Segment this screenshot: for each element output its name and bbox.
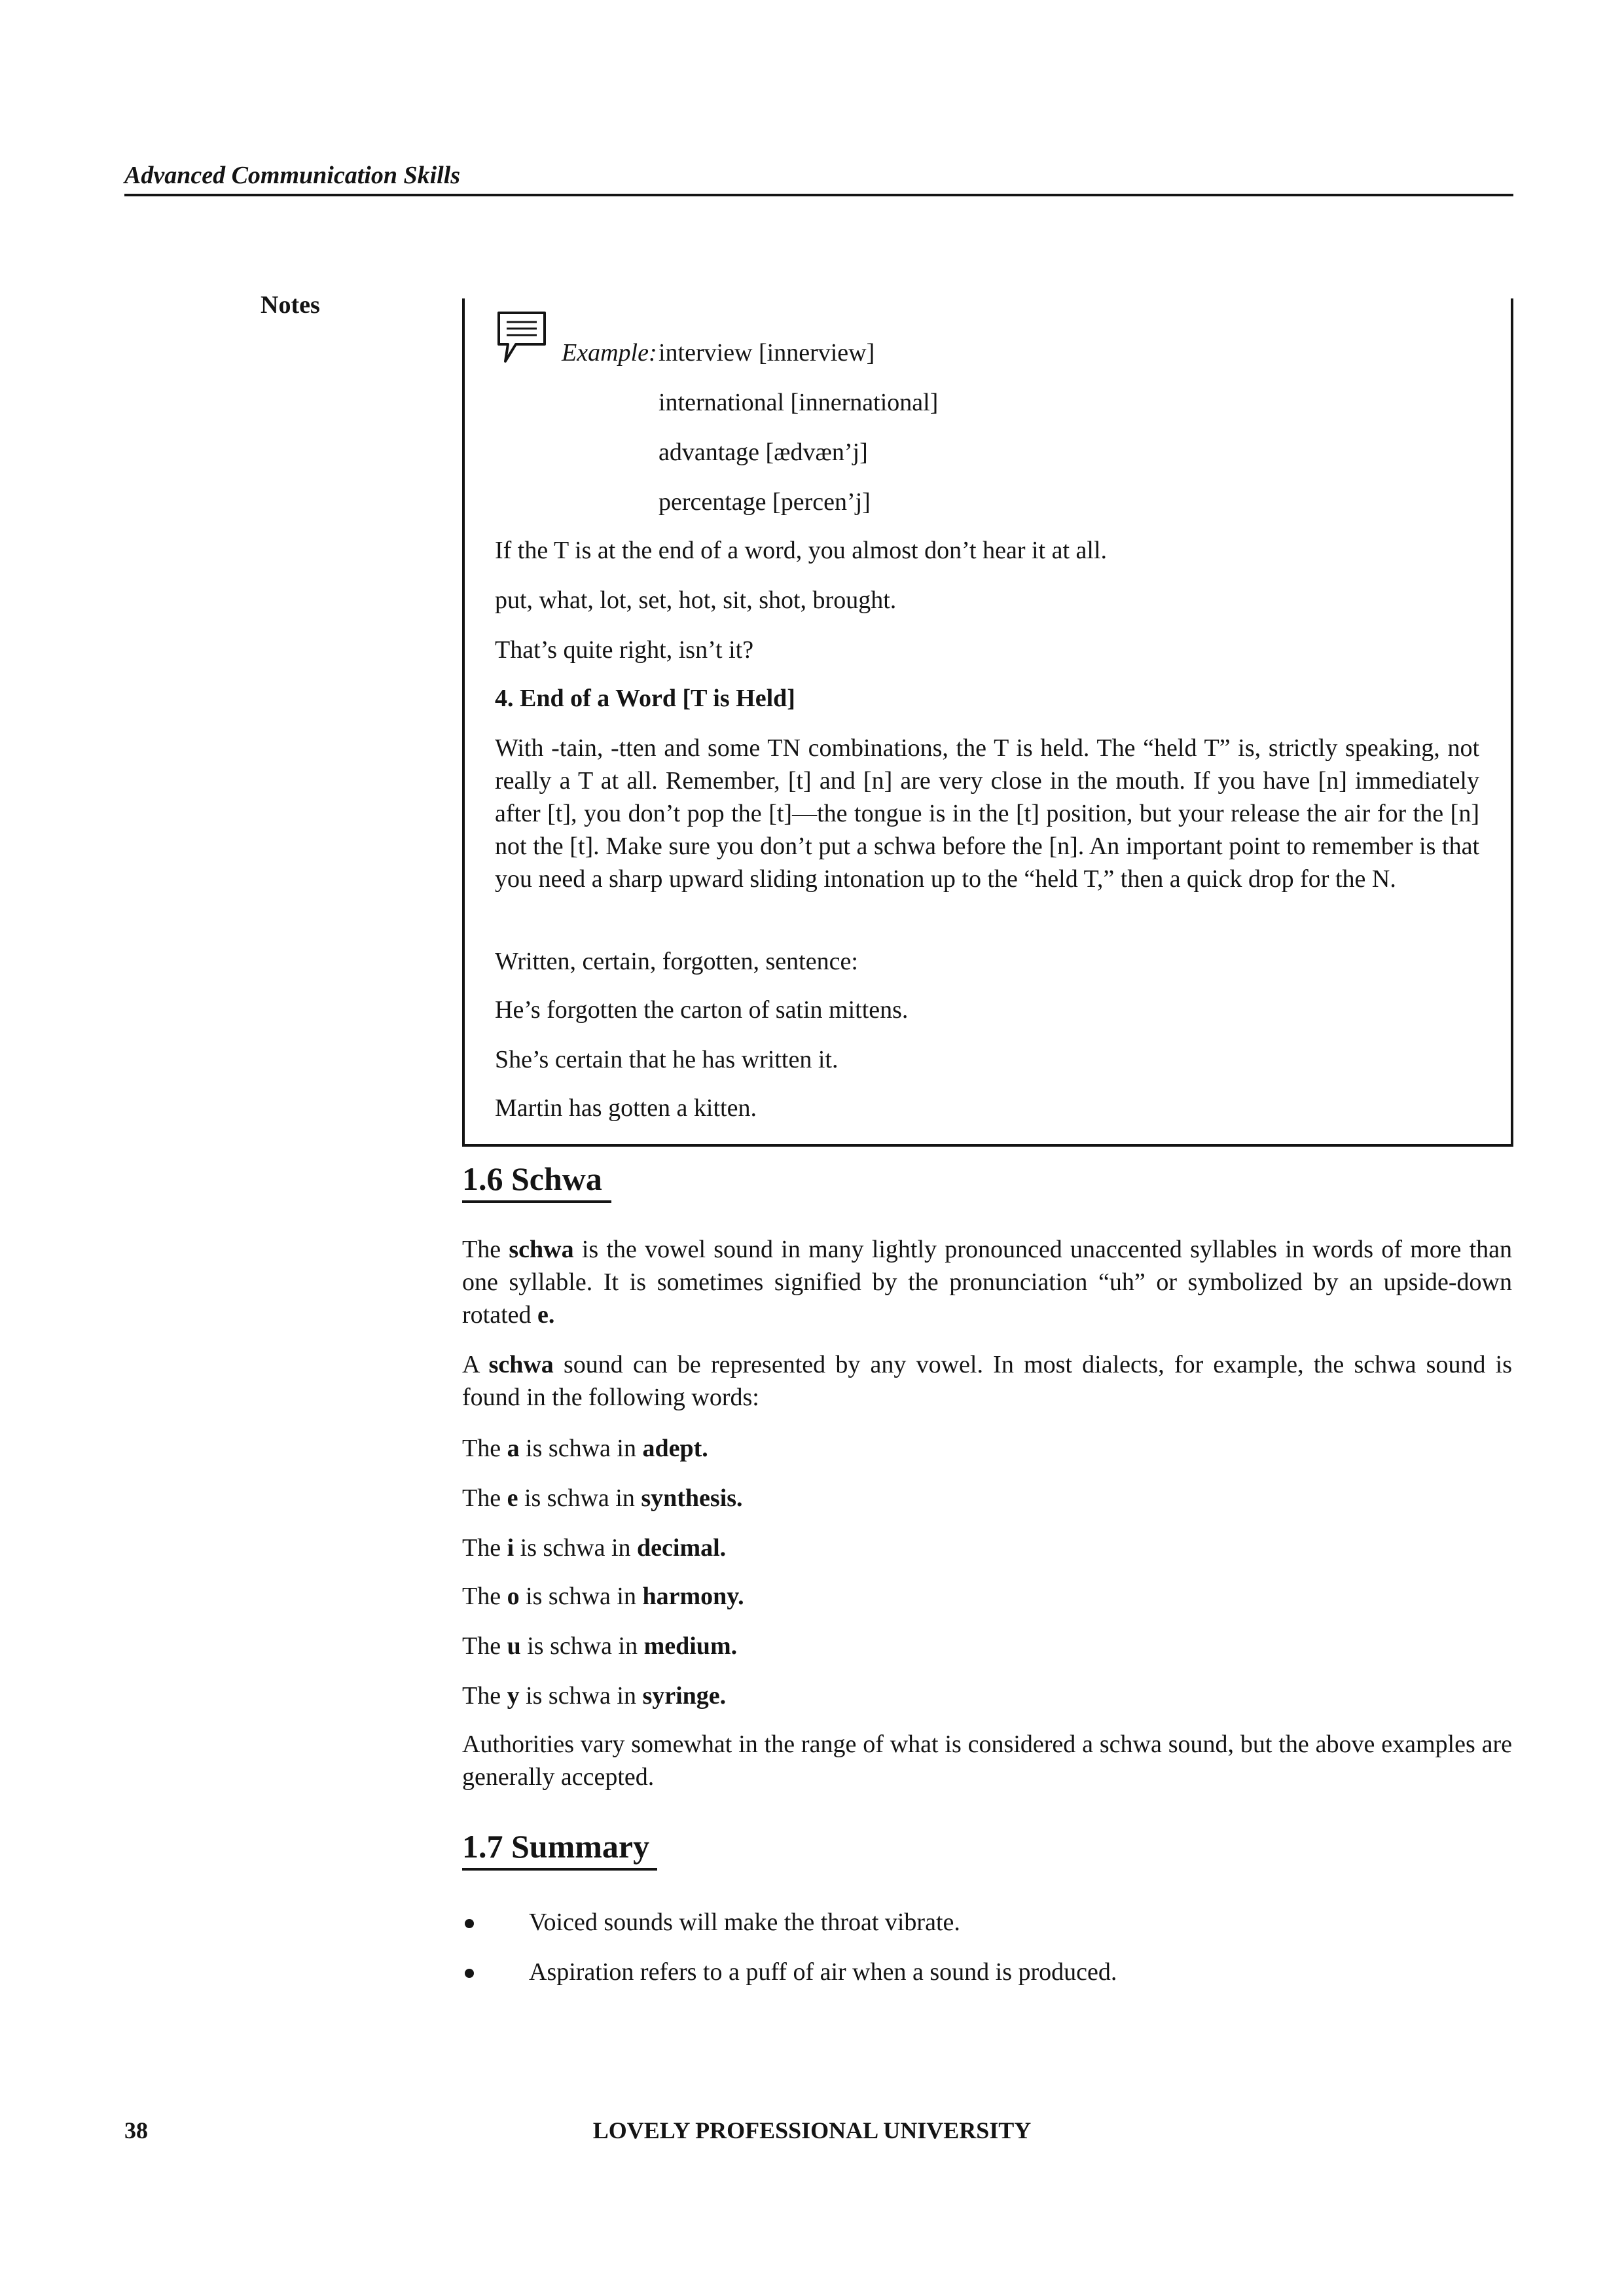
schwa-vowel-line: The e is schwa in synthesis. bbox=[462, 1484, 743, 1512]
running-header: Advanced Communication Skills bbox=[124, 162, 461, 189]
section-heading-underline bbox=[462, 1868, 657, 1871]
example-item: international [innernational] bbox=[659, 389, 939, 416]
header-divider bbox=[124, 194, 1513, 196]
example-label: Example: bbox=[562, 339, 657, 367]
summary-bullet: Aspiration refers to a puff of air when a sound is produced. bbox=[529, 1958, 1117, 1986]
schwa-vowel-line: The a is schwa in adept. bbox=[462, 1435, 708, 1462]
bullet-icon bbox=[465, 1969, 474, 1978]
summary-bullet: Voiced sounds will make the throat vibrate. bbox=[529, 1909, 960, 1936]
body-line: Written, certain, forgotten, sentence: bbox=[495, 948, 858, 975]
schwa-vowel-line: The y is schwa in syringe. bbox=[462, 1682, 727, 1710]
section-heading-schwa: 1.6 Schwa bbox=[462, 1160, 602, 1197]
schwa-paragraph-1: The schwa is the vowel sound in many lightly pronounced unaccented syllables in words of more than one syllable. It is sometimes signified by the pronunciation “uh” or symbolized by an upside-down rotated e. bbox=[462, 1236, 1512, 1329]
schwa-vowel-line: The o is schwa in harmony. bbox=[462, 1583, 744, 1610]
section-heading-summary: 1.7 Summary bbox=[462, 1828, 650, 1865]
box-subheading: 4. End of a Word [T is Held] bbox=[495, 685, 795, 712]
schwa-paragraph-3: Authorities vary somewhat in the range of what is considered a schwa sound, but the above examples are generally accepted. bbox=[462, 1731, 1512, 1791]
example-item: percentage [percen’j] bbox=[659, 488, 871, 516]
body-line: put, what, lot, set, hot, sit, shot, brought. bbox=[495, 586, 897, 614]
notes-margin-label: Notes bbox=[261, 291, 320, 319]
page-number: 38 bbox=[124, 2117, 148, 2144]
body-line: If the T is at the end of a word, you almost don’t hear it at all. bbox=[495, 537, 1108, 564]
schwa-vowel-line: The i is schwa in decimal. bbox=[462, 1534, 727, 1562]
example-sentence: He’s forgotten the carton of satin mittens. bbox=[495, 996, 909, 1024]
note-icon bbox=[496, 310, 549, 365]
example-item: advantage [ædvæn’j] bbox=[659, 439, 868, 466]
footer-university: LOVELY PROFESSIONAL UNIVERSITY bbox=[592, 2117, 1032, 2144]
section-heading-underline bbox=[462, 1200, 611, 1203]
held-t-paragraph: With -tain, -tten and some TN combinations, the T is held. The “held T” is, strictly speaking, not really a T at all. Remember, [t] and [n] are very close in the mouth. If you have [n] immediately after [t], you don’t pop the [t]—the tongue is in the [t] position, but your release the air for the [n] not the [t]. Make sure you don’t put a schwa before the [n]. An important point to remember is that you need a sharp upward sliding intonation up to the “held T,” then a quick drop for the N. bbox=[495, 734, 1479, 893]
bullet-icon bbox=[465, 1919, 474, 1928]
example-sentence: Martin has gotten a kitten. bbox=[495, 1094, 757, 1122]
body-line: That’s quite right, isn’t it? bbox=[495, 636, 754, 664]
schwa-vowel-line: The u is schwa in medium. bbox=[462, 1632, 738, 1660]
schwa-paragraph-2: A schwa sound can be represented by any vowel. In most dialects, for example, the schwa sound is found in the following words: bbox=[462, 1351, 1512, 1411]
example-sentence: She’s certain that he has written it. bbox=[495, 1046, 839, 1073]
example-item: interview [innerview] bbox=[659, 339, 875, 367]
